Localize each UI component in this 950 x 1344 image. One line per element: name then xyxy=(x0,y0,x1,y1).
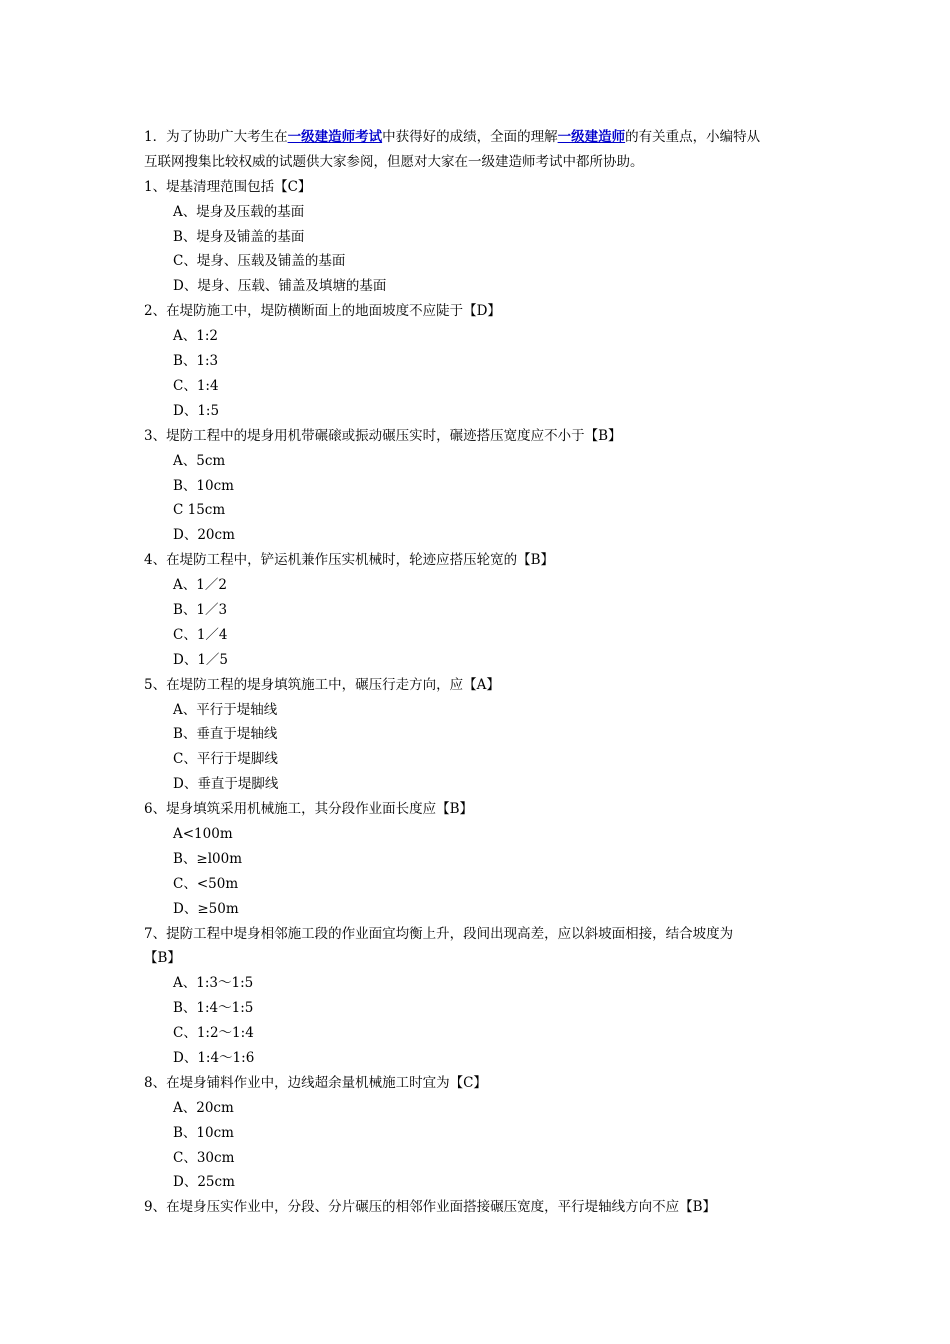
document-content xyxy=(144,125,809,1220)
question-7-option-d: D、1:4～1:6 xyxy=(173,1049,255,1066)
question-2-option-d: D、1:5 xyxy=(173,402,220,419)
intro-text-1: 1．为了协助广大考生在 xyxy=(144,129,288,145)
question-4: 4、在堤防工程中，铲运机兼作压实机械时，轮迹应搭压轮宽的【B】 xyxy=(144,552,555,569)
question-6: 6、堤身填筑采用机械施工，其分段作业面长度应【B】 xyxy=(144,801,474,818)
question-1-option-a: A、堤身及压载的基面 xyxy=(173,203,305,220)
question-4-option-c: C、1／4 xyxy=(173,626,228,643)
question-3-option-b: B、10cm xyxy=(173,477,234,494)
link-first-class-builder-exam[interactable]: 一级建造师考试 xyxy=(287,129,383,145)
question-7-line-2: 【B】 xyxy=(144,950,181,967)
link-first-class-builder[interactable]: 一级建造师 xyxy=(557,129,626,145)
intro-line-1 xyxy=(144,125,809,150)
question-1-option-c: C、堤身、压载及铺盖的基面 xyxy=(173,253,346,270)
question-7-line-1: 7、提防工程中堤身相邻施工段的作业面宜均衡上升，段间出现高差，应以斜坡面相接，结合坡度为 xyxy=(144,925,734,942)
question-8-option-d: D、25cm xyxy=(173,1174,235,1191)
question-2: 2、在堤防施工中，堤防横断面上的地面坡度不应陡于【D】 xyxy=(144,303,501,320)
question-8: 8、在堤身铺料作业中，边线超余量机械施工时宜为【C】 xyxy=(144,1074,487,1091)
intro-line-2: 互联网搜集比较权威的试题供大家参阅，但愿对大家在一级建造师考试中都所协助。 xyxy=(144,153,644,170)
intro-text-2: 中获得好的成绩，全面的理解 xyxy=(382,129,558,145)
intro-text-3: 的有关重点，小编特从 xyxy=(625,129,761,145)
question-8-option-a: A、20cm xyxy=(173,1099,234,1116)
question-5-option-a: A、平行于堤轴线 xyxy=(173,701,278,718)
question-6-option-b: B、≥l00m xyxy=(173,850,243,867)
question-6-option-a: A<100m xyxy=(173,825,233,842)
question-7-option-a: A、1:3～1:5 xyxy=(173,975,254,992)
question-4-option-a: A、1／2 xyxy=(173,577,227,594)
question-4-option-d: D、1／5 xyxy=(173,651,229,668)
question-8-option-b: B、10cm xyxy=(173,1124,234,1141)
question-2-option-a: A、1:2 xyxy=(173,328,218,345)
question-6-option-c: C、<50m xyxy=(173,875,239,892)
question-2-option-b: B、1:3 xyxy=(173,353,219,370)
question-3-option-a: A、5cm xyxy=(173,452,226,469)
question-5: 5、在堤防工程的堤身填筑施工中，碾压行走方向，应【A】 xyxy=(144,676,500,693)
question-7-option-b: B、1:4～1:5 xyxy=(173,1000,254,1017)
question-3: 3、堤防工程中的堤身用机带碾磙或振动碾压实时，碾迹搭压宽度应不小于【B】 xyxy=(144,427,622,444)
question-9: 9、在堤身压实作业中，分段、分片碾压的相邻作业面搭接碾压宽度，平行堤轴线方向不应【B】 xyxy=(144,1199,717,1216)
question-4-option-b: B、1／3 xyxy=(173,601,228,618)
question-5-option-b: B、垂直于堤轴线 xyxy=(173,726,278,743)
question-1-option-b: B、堤身及铺盖的基面 xyxy=(173,228,305,245)
question-6-option-d: D、≥50m xyxy=(173,900,239,917)
question-8-option-c: C、30cm xyxy=(173,1149,235,1166)
question-3-option-d: D、20cm xyxy=(173,527,235,544)
question-7-option-c: C、1:2～1:4 xyxy=(173,1025,254,1042)
question-2-option-c: C、1:4 xyxy=(173,377,219,394)
question-5-option-c: C、平行于堤脚线 xyxy=(173,751,278,768)
question-1: 1、堤基清理范围包括【C】 xyxy=(144,178,312,195)
question-1-option-d: D、堤身、压载、铺盖及填塘的基面 xyxy=(173,278,387,295)
question-5-option-d: D、垂直于堤脚线 xyxy=(173,776,279,793)
question-3-option-c: C 15cm xyxy=(173,502,226,519)
